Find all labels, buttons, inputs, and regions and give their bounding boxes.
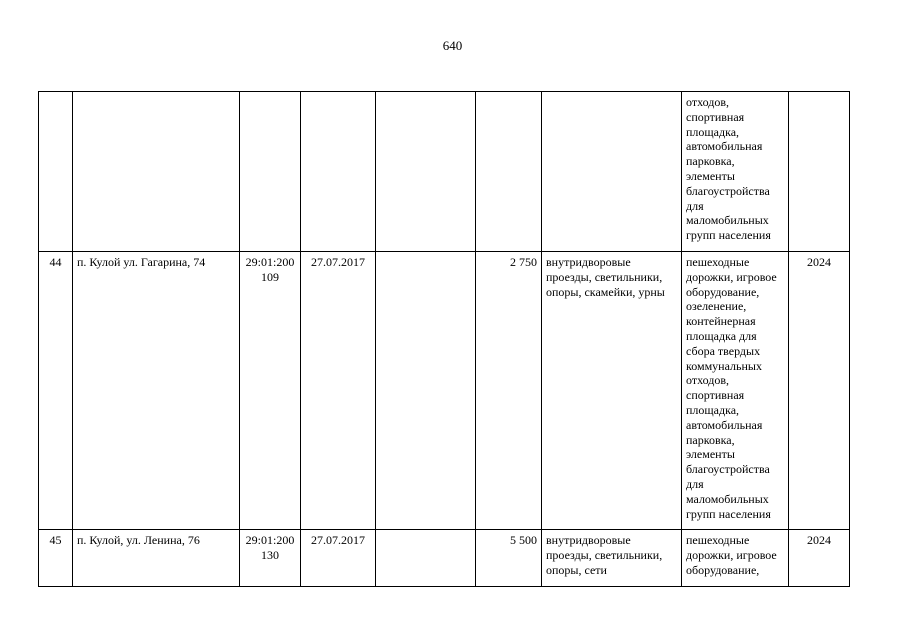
date-cell: 27.07.2017	[301, 530, 376, 587]
page-number: 640	[442, 38, 463, 53]
cadastral-cell	[240, 92, 301, 252]
registry-table	[38, 91, 850, 587]
row-number: 45	[39, 530, 73, 587]
year-cell: 2024	[789, 530, 850, 587]
table-row	[39, 92, 850, 252]
cadastral-cell: 29:01:200 130	[240, 530, 301, 587]
existing-elements-cell: внутридворовые проезды, светильники, опоры, скамейки, урны	[542, 252, 682, 530]
cadastral-cell: 29:01:200 109	[240, 252, 301, 530]
address-cell: п. Кулой, ул. Ленина, 76	[73, 530, 240, 587]
planned-elements-cell: отходов, спортивная площадка, автомобильная парковка, элементы благоустройства для маломобильных групп населения	[682, 92, 789, 252]
address-cell	[73, 92, 240, 252]
existing-elements-cell	[542, 92, 682, 252]
row-number	[39, 92, 73, 252]
planned-elements-cell: пешеходные дорожки, игровое оборудование, озеленение, контейнерная площадка для сбора твердых коммунальных отходов, спортивная площадка, автомобильная парковка, элементы благоустройства для маломобильных групп населения	[682, 252, 789, 530]
year-cell: 2024	[789, 252, 850, 530]
empty-cell	[376, 252, 476, 530]
address-cell: п. Кулой ул. Гагарина, 74	[73, 252, 240, 530]
row-number: 44	[39, 252, 73, 530]
table-row	[39, 252, 850, 530]
area-cell: 5 500	[476, 530, 542, 587]
table-row	[39, 530, 850, 587]
year-cell	[789, 92, 850, 252]
date-cell: 27.07.2017	[301, 252, 376, 530]
empty-cell	[376, 92, 476, 252]
area-cell: 2 750	[476, 252, 542, 530]
area-cell	[476, 92, 542, 252]
date-cell	[301, 92, 376, 252]
empty-cell	[376, 530, 476, 587]
existing-elements-cell: внутридворовые проезды, светильники, опоры, сети	[542, 530, 682, 587]
planned-elements-cell: пешеходные дорожки, игровое оборудование,	[682, 530, 789, 587]
